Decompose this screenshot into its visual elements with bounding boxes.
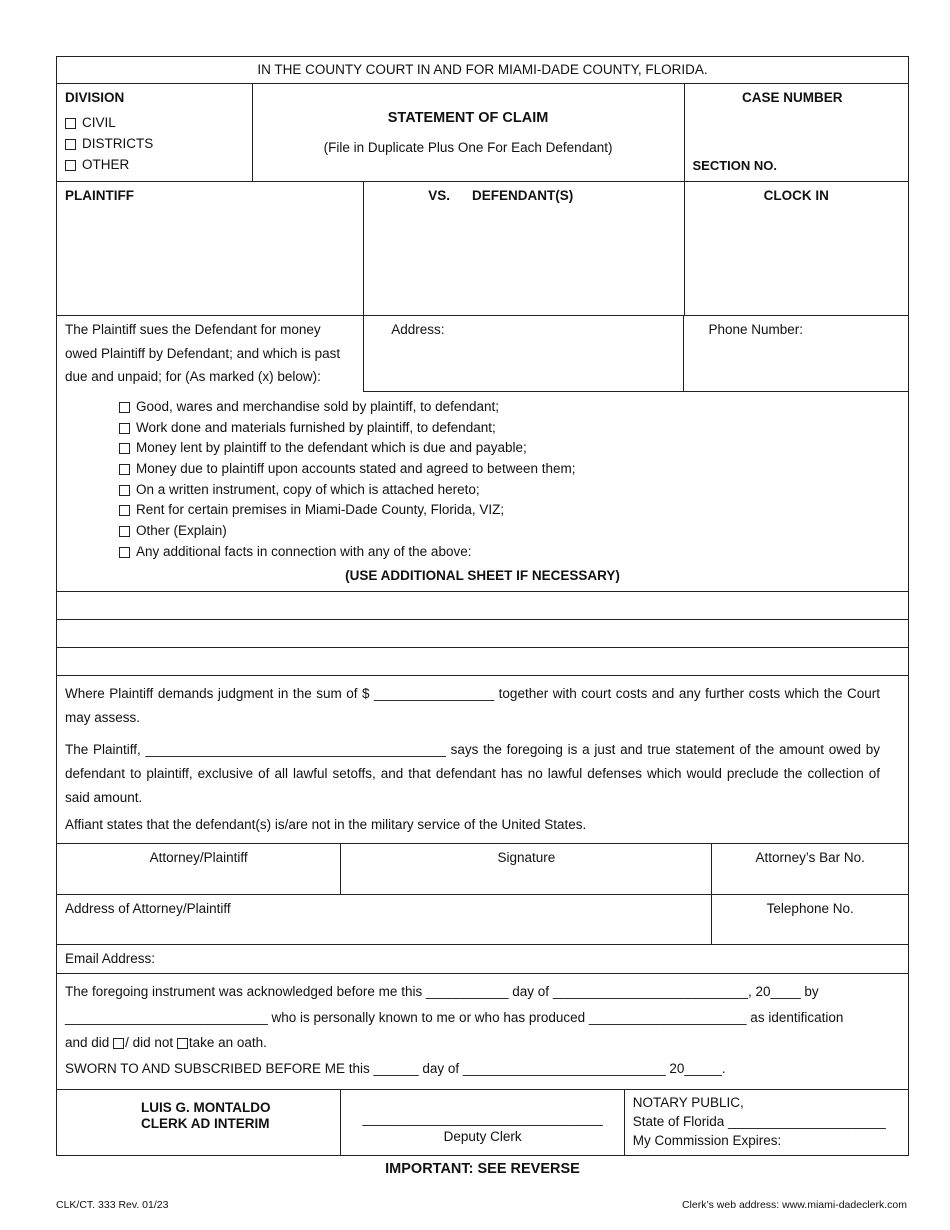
claim-rent[interactable]: Rent for certain premises in Miami-Dade County, Florida, VIZ; xyxy=(119,500,900,521)
signature-label: Signature xyxy=(497,850,556,865)
notary-commission-label: My Commission Expires: xyxy=(632,1133,782,1148)
notary-public-label: NOTARY PUBLIC, xyxy=(632,1095,744,1110)
defendant-cell[interactable] xyxy=(363,182,683,315)
demand-row xyxy=(57,675,908,843)
telephone-cell[interactable] xyxy=(711,895,908,944)
sworn-line: SWORN TO AND SUBSCRIBED BEFORE ME this ______ day of ___________________________ 20_____. xyxy=(65,1060,726,1076)
attorney-plaintiff-label: Attorney/Plaintiff xyxy=(149,850,248,865)
division-cell xyxy=(57,84,252,181)
checkbox-claim-written-instrument[interactable] xyxy=(119,485,130,496)
clerk-title: CLERK AD INTERIM xyxy=(141,1116,270,1131)
ack-line-1: The foregoing instrument was acknowledged before me this ___________ day of __________________________, 20____ by xyxy=(65,984,819,999)
bar-no-label: Attorney’s Bar No. xyxy=(755,850,865,865)
clerk-web-address: Clerk’s web address: www.miami-dadeclerk.com xyxy=(681,1199,907,1211)
checkbox-claim-other[interactable] xyxy=(119,526,130,537)
page-subtitle: (File in Duplicate Plus One For Each Defendant) xyxy=(323,140,613,155)
court-header: IN THE COUNTY COURT IN AND FOR MIAMI-DADE COUNTY, FLORIDA. xyxy=(257,62,708,77)
deputy-clerk-cell[interactable] xyxy=(340,1090,623,1155)
title-cell xyxy=(252,84,684,181)
notary-state-line: State of Florida _____________________ xyxy=(632,1114,886,1129)
additional-sheet-note: (USE ADDITIONAL SHEET IF NECESSARY) xyxy=(345,567,620,583)
vs-label: VS. xyxy=(428,188,450,203)
checkbox-claim-goods[interactable] xyxy=(119,402,130,413)
clerk-cell xyxy=(57,1090,340,1155)
checkbox-claim-accounts[interactable] xyxy=(119,464,130,475)
claims-section xyxy=(57,392,908,591)
claim-other[interactable]: Other (Explain) xyxy=(119,521,900,542)
page-title: STATEMENT OF CLAIM xyxy=(387,110,549,126)
defendants-label: DEFENDANT(S) xyxy=(471,188,574,203)
division-label: DIVISION xyxy=(65,90,125,105)
demand-text: Where Plaintiff demands judgment in the sum of $ ________________ together with court costs and any further costs which the Court may assess. xyxy=(65,686,880,725)
phone-cell[interactable] xyxy=(683,316,908,392)
claim-money-lent[interactable]: Money lent by plaintiff to the defendant which is due and payable; xyxy=(119,438,900,459)
division-option-other[interactable]: OTHER xyxy=(65,154,244,175)
signature-cell[interactable] xyxy=(340,844,711,894)
checkbox-claim-additional-facts[interactable] xyxy=(119,547,130,558)
division-option-districts[interactable]: DISTRICTS xyxy=(65,133,244,154)
blank-line-3[interactable] xyxy=(57,647,908,675)
plaintiff-statement: The Plaintiff, ________________________________________ says the foregoing is a just and true statement of the amount owed by defendant to plaintiff, exclusive of all lawful setoffs, and that defendant has no lawful defenses which would preclude the collection of said amount. xyxy=(65,742,880,805)
plaintiff-label: PLAINTIFF xyxy=(65,188,134,203)
phone-label: Phone Number: xyxy=(708,322,804,337)
division-option-civil[interactable]: CIVIL xyxy=(65,112,244,133)
clerk-row xyxy=(57,1089,908,1155)
checkbox-claim-rent[interactable] xyxy=(119,505,130,516)
case-number-label: CASE NUMBER xyxy=(742,90,843,105)
claim-additional-facts[interactable]: Any additional facts in connection with any of the above: xyxy=(119,542,900,563)
ack-line-3: and did / did not take an oath. xyxy=(65,1035,267,1050)
checkbox-claim-money-lent[interactable] xyxy=(119,443,130,454)
deputy-clerk-label: Deputy Clerk xyxy=(443,1129,522,1144)
affiant-text: Affiant states that the defendant(s) is/are not in the military service of the United States. xyxy=(65,817,587,832)
notary-cell[interactable] xyxy=(624,1090,908,1155)
sues-text: The Plaintiff sues the Defendant for money owed Plaintiff by Defendant; and which is past due and unpaid; for (As marked (x) below): xyxy=(65,322,341,384)
form-table xyxy=(56,56,909,1156)
blank-line-1[interactable] xyxy=(57,591,908,619)
claim-goods[interactable]: Good, wares and merchandise sold by plaintiff, to defendant; xyxy=(119,397,900,418)
demand-section xyxy=(57,676,908,843)
important-notice: IMPORTANT: SEE REVERSE xyxy=(385,1161,580,1177)
attorney-address-cell[interactable] xyxy=(57,895,711,944)
case-cell[interactable] xyxy=(684,84,908,181)
plaintiff-cell[interactable] xyxy=(57,182,363,315)
email-cell[interactable] xyxy=(57,945,908,973)
address-cell[interactable] xyxy=(363,316,683,392)
claims-list xyxy=(57,392,908,571)
checkbox-claim-work[interactable] xyxy=(119,423,130,434)
statement-of-claim-form xyxy=(56,56,909,1156)
claim-written-instrument[interactable]: On a written instrument, copy of which is attached hereto; xyxy=(119,480,900,501)
deputy-signature-line: ________________________________ xyxy=(362,1111,603,1126)
blank-line-2[interactable] xyxy=(57,619,908,647)
sues-row xyxy=(57,315,908,392)
checkbox-civil[interactable] xyxy=(65,118,76,129)
attorney-plaintiff-cell[interactable] xyxy=(57,844,340,894)
clerk-name: LUIS G. MONTALDO xyxy=(141,1100,271,1115)
clock-in-cell[interactable] xyxy=(684,182,908,315)
parties-row xyxy=(57,181,908,315)
attorney-row xyxy=(57,843,908,894)
section-no-label: SECTION NO. xyxy=(692,158,778,173)
attorney-address-row xyxy=(57,894,908,944)
claim-work[interactable]: Work done and materials furnished by plaintiff, to defendant; xyxy=(119,418,900,439)
checkbox-did-oath[interactable] xyxy=(113,1038,124,1049)
ack-line-2: ___________________________ who is personally known to me or who has produced _____________________ as identification xyxy=(65,1009,844,1025)
email-row xyxy=(57,944,908,973)
acknowledgement-section xyxy=(57,974,908,1089)
acknowledgement-row xyxy=(57,973,908,1089)
telephone-label: Telephone No. xyxy=(766,901,854,916)
court-header-row xyxy=(57,57,908,83)
form-id: CLK/CT. 333 Rev. 01/23 xyxy=(56,1199,169,1211)
attorney-address-label: Address of Attorney/Plaintiff xyxy=(65,901,231,916)
checkbox-other[interactable] xyxy=(65,160,76,171)
address-label: Address: xyxy=(391,322,445,337)
email-label: Email Address: xyxy=(65,951,156,966)
checkbox-did-not-oath[interactable] xyxy=(177,1038,188,1049)
division-title-row xyxy=(57,83,908,181)
clock-in-label: CLOCK IN xyxy=(763,188,829,203)
checkbox-districts[interactable] xyxy=(65,139,76,150)
bar-no-cell[interactable] xyxy=(711,844,908,894)
claim-accounts[interactable]: Money due to plaintiff upon accounts stated and agreed to between them; xyxy=(119,459,900,480)
